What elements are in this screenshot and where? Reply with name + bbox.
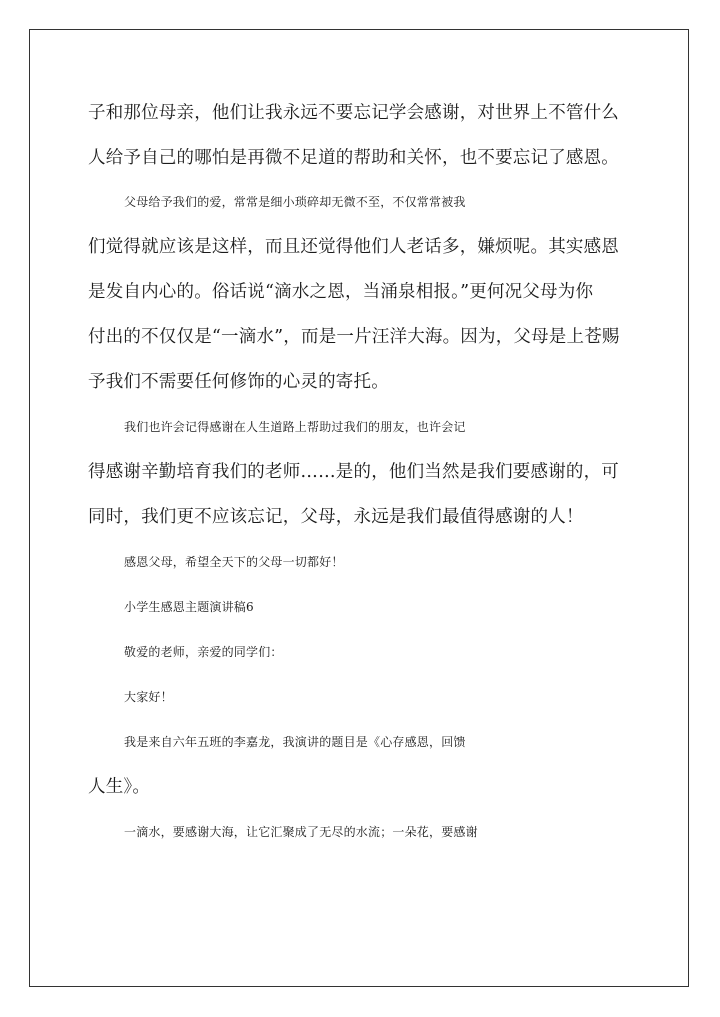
text-line: 得感谢辛勤培育我们的老师……是的，他们当然是我们要感谢的，可 [88,462,619,482]
text-line: 大家好！ [124,690,173,704]
text-line: 人生》。 [88,777,151,797]
text-line: 感恩父母，希望全天下的父母一切都好！ [124,555,344,569]
text-line: 予我们不需要任何修饰的心灵的寄托。 [88,372,389,392]
text-line: 我们也许会记得感谢在人生道路上帮助过我们的朋友，也许会记 [124,420,466,434]
section-heading: 小学生感恩主题演讲稿6 [124,600,254,614]
text-line: 人给予自己的哪怕是再微不足道的帮助和关怀，也不要忘记了感恩。 [88,148,619,168]
text-line: 我是来自六年五班的李嘉龙，我演讲的题目是《心存感恩，回馈 [124,735,466,749]
text-line: 父母给予我们的爱，常常是细小琐碎却无微不至，不仅常常被我 [124,195,466,209]
text-line: 敬爱的老师，亲爱的同学们： [124,645,283,659]
text-line: 一滴水，要感谢大海，让它汇聚成了无尽的水流；一朵花，要感谢 [124,825,478,839]
text-line: 子和那位母亲，他们让我永远不要忘记学会感谢，对世界上不管什么 [88,103,619,123]
text-line: 们觉得就应该是这样，而且还觉得他们人老话多，嫌烦呢。其实感恩 [88,237,619,257]
text-line: 付出的不仅仅是“一滴水”，而是一片汪洋大海。因为，父母是上苍赐 [88,327,620,347]
text-line: 同时，我们更不应该忘记，父母，永远是我们最值得感谢的人！ [88,507,584,527]
text-line: 是发自内心的。俗话说“滴水之恩，当涌泉相报。”更何况父母为你 [88,282,594,302]
